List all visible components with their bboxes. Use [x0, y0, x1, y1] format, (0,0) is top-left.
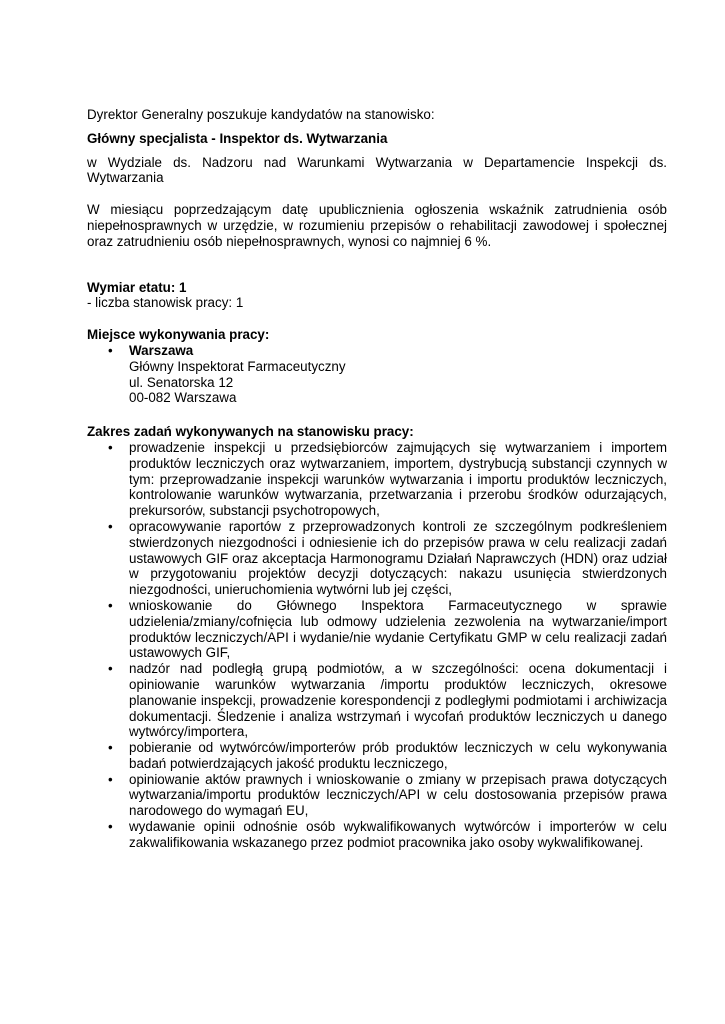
workplace-city: Warszawa — [129, 342, 194, 358]
task-text: pobieranie od wytwórców/importerów prób produktów leczniczych w celu wykonywania badań potwierdzających jakość produktu leczniczego, — [129, 740, 667, 771]
tasks-heading: Zakres zadań wykonywanych na stanowisku pracy: — [87, 424, 414, 440]
position-title: Główny specjalista - Inspektor ds. Wytwarzania — [87, 130, 388, 146]
list-item — [87, 440, 667, 519]
workplace-list — [87, 343, 667, 406]
list-item — [87, 819, 667, 851]
work-time-label: Wymiar etatu: 1 — [87, 279, 187, 295]
list-item — [87, 772, 667, 819]
list-item — [87, 661, 667, 740]
bullet-icon: • — [108, 819, 113, 835]
disability-notice: W miesiącu poprzedzającym datę upublicznienia ogłoszenia wskaźnik zatrudnienia osób niepełnosprawnych w urzędzie, w rozumieniu przepisów o rehabilitacji zawodowej i społecznej oraz zatrudnieniu osób niepełnosprawnych, wynosi co najmniej 6 %. — [87, 202, 667, 249]
bullet-icon: • — [108, 740, 113, 756]
task-text: opracowywanie raportów z przeprowadzonych kontroli ze szczególnym podkreśleniem stwierdzonych niezgodności i odniesienie ich do przepisów prawa w celu realizacji zadań ustawowych GIF oraz akceptacja Harmonogramu Działań Naprawczych (HDN) oraz udział w przygotowaniu projektów decyzji dotyczących: nakazu usunięcia stwierdzonych niezgodności, unieruchomienia wytwórni lub jej części, — [129, 518, 667, 598]
task-text: prowadzenie inspekcji u przedsiębiorców zajmujących się wytwarzaniem i importem produktów leczniczych oraz wytwarzaniem, importem, dystrybucją substancji czynnych w tym: przeprowadzanie inspekcji warunków wytwarzania i importu produktów leczniczych, kontrolowanie warunków wytwarzania, przetwarzania i przerobu środków odurzających, prekursorów, substancji psychotropowych, — [129, 439, 667, 519]
department-text: w Wydziale ds. Nadzoru nad Warunkami Wytwarzania w Departamencie Inspekcji ds. Wytwarzania — [87, 154, 667, 186]
workplace-institution: Główny Inspektorat Farmaceutyczny — [129, 358, 346, 374]
bullet-icon: • — [108, 661, 113, 677]
list-item — [87, 598, 667, 661]
list-item — [87, 343, 667, 406]
intro-text: Dyrektor Generalny poszukuje kandydatów na stanowisko: — [87, 107, 435, 122]
bullet-icon: • — [108, 439, 113, 455]
list-item — [87, 519, 667, 598]
positions-count: - liczba stanowisk pracy: 1 — [87, 295, 244, 311]
document-page — [87, 107, 667, 851]
list-item — [87, 740, 667, 772]
task-text: nadzór nad podległą grupą podmiotów, a w szczególności: ocena dokumentacji i opiniowanie warunków wytwarzania /importu produktów leczniczych, okresowe planowanie inspekcji, prowadzenie korespondencji z podległymi podmiotami i archiwizacja dokumentacji. Śledzenie i analiza wstrzymań i wycofań produktów leczniczych u danego wytwórcy/importera, — [129, 661, 667, 740]
workplace-street: ul. Senatorska 12 — [129, 374, 234, 390]
workplace-postal: 00-082 Warszawa — [129, 390, 237, 406]
bullet-icon: • — [108, 518, 113, 534]
workplace-heading: Miejsce wykonywania pracy: — [87, 327, 270, 343]
task-text: wnioskowanie do Głównego Inspektora Farmaceutycznego w sprawie udzielenia/zmiany/cofnięcia lub odmowy udzielenia zezwolenia na wytwarzanie/import produktów leczniczych/API i wydanie/nie wydanie Certyfikatu GMP w celu realizacji zadań ustawowych GIF, — [129, 597, 667, 661]
bullet-icon: • — [108, 342, 113, 358]
bullet-icon: • — [108, 771, 113, 787]
task-text: wydawanie opinii odnośnie osób wykwalifikowanych wytwórców i importerów w celu zakwalifikowania wskazanego przez podmiot pracownika jako osoby wykwalifikowanej. — [129, 819, 667, 850]
bullet-icon: • — [108, 597, 113, 613]
task-text: opiniowanie aktów prawnych i wnioskowanie o zmiany w przepisach prawa dotyczących wytwarzania/importu produktów leczniczych/API w celu dostosowania przepisów prawa narodowego do wymagań EU, — [129, 771, 667, 819]
tasks-list — [87, 440, 667, 851]
